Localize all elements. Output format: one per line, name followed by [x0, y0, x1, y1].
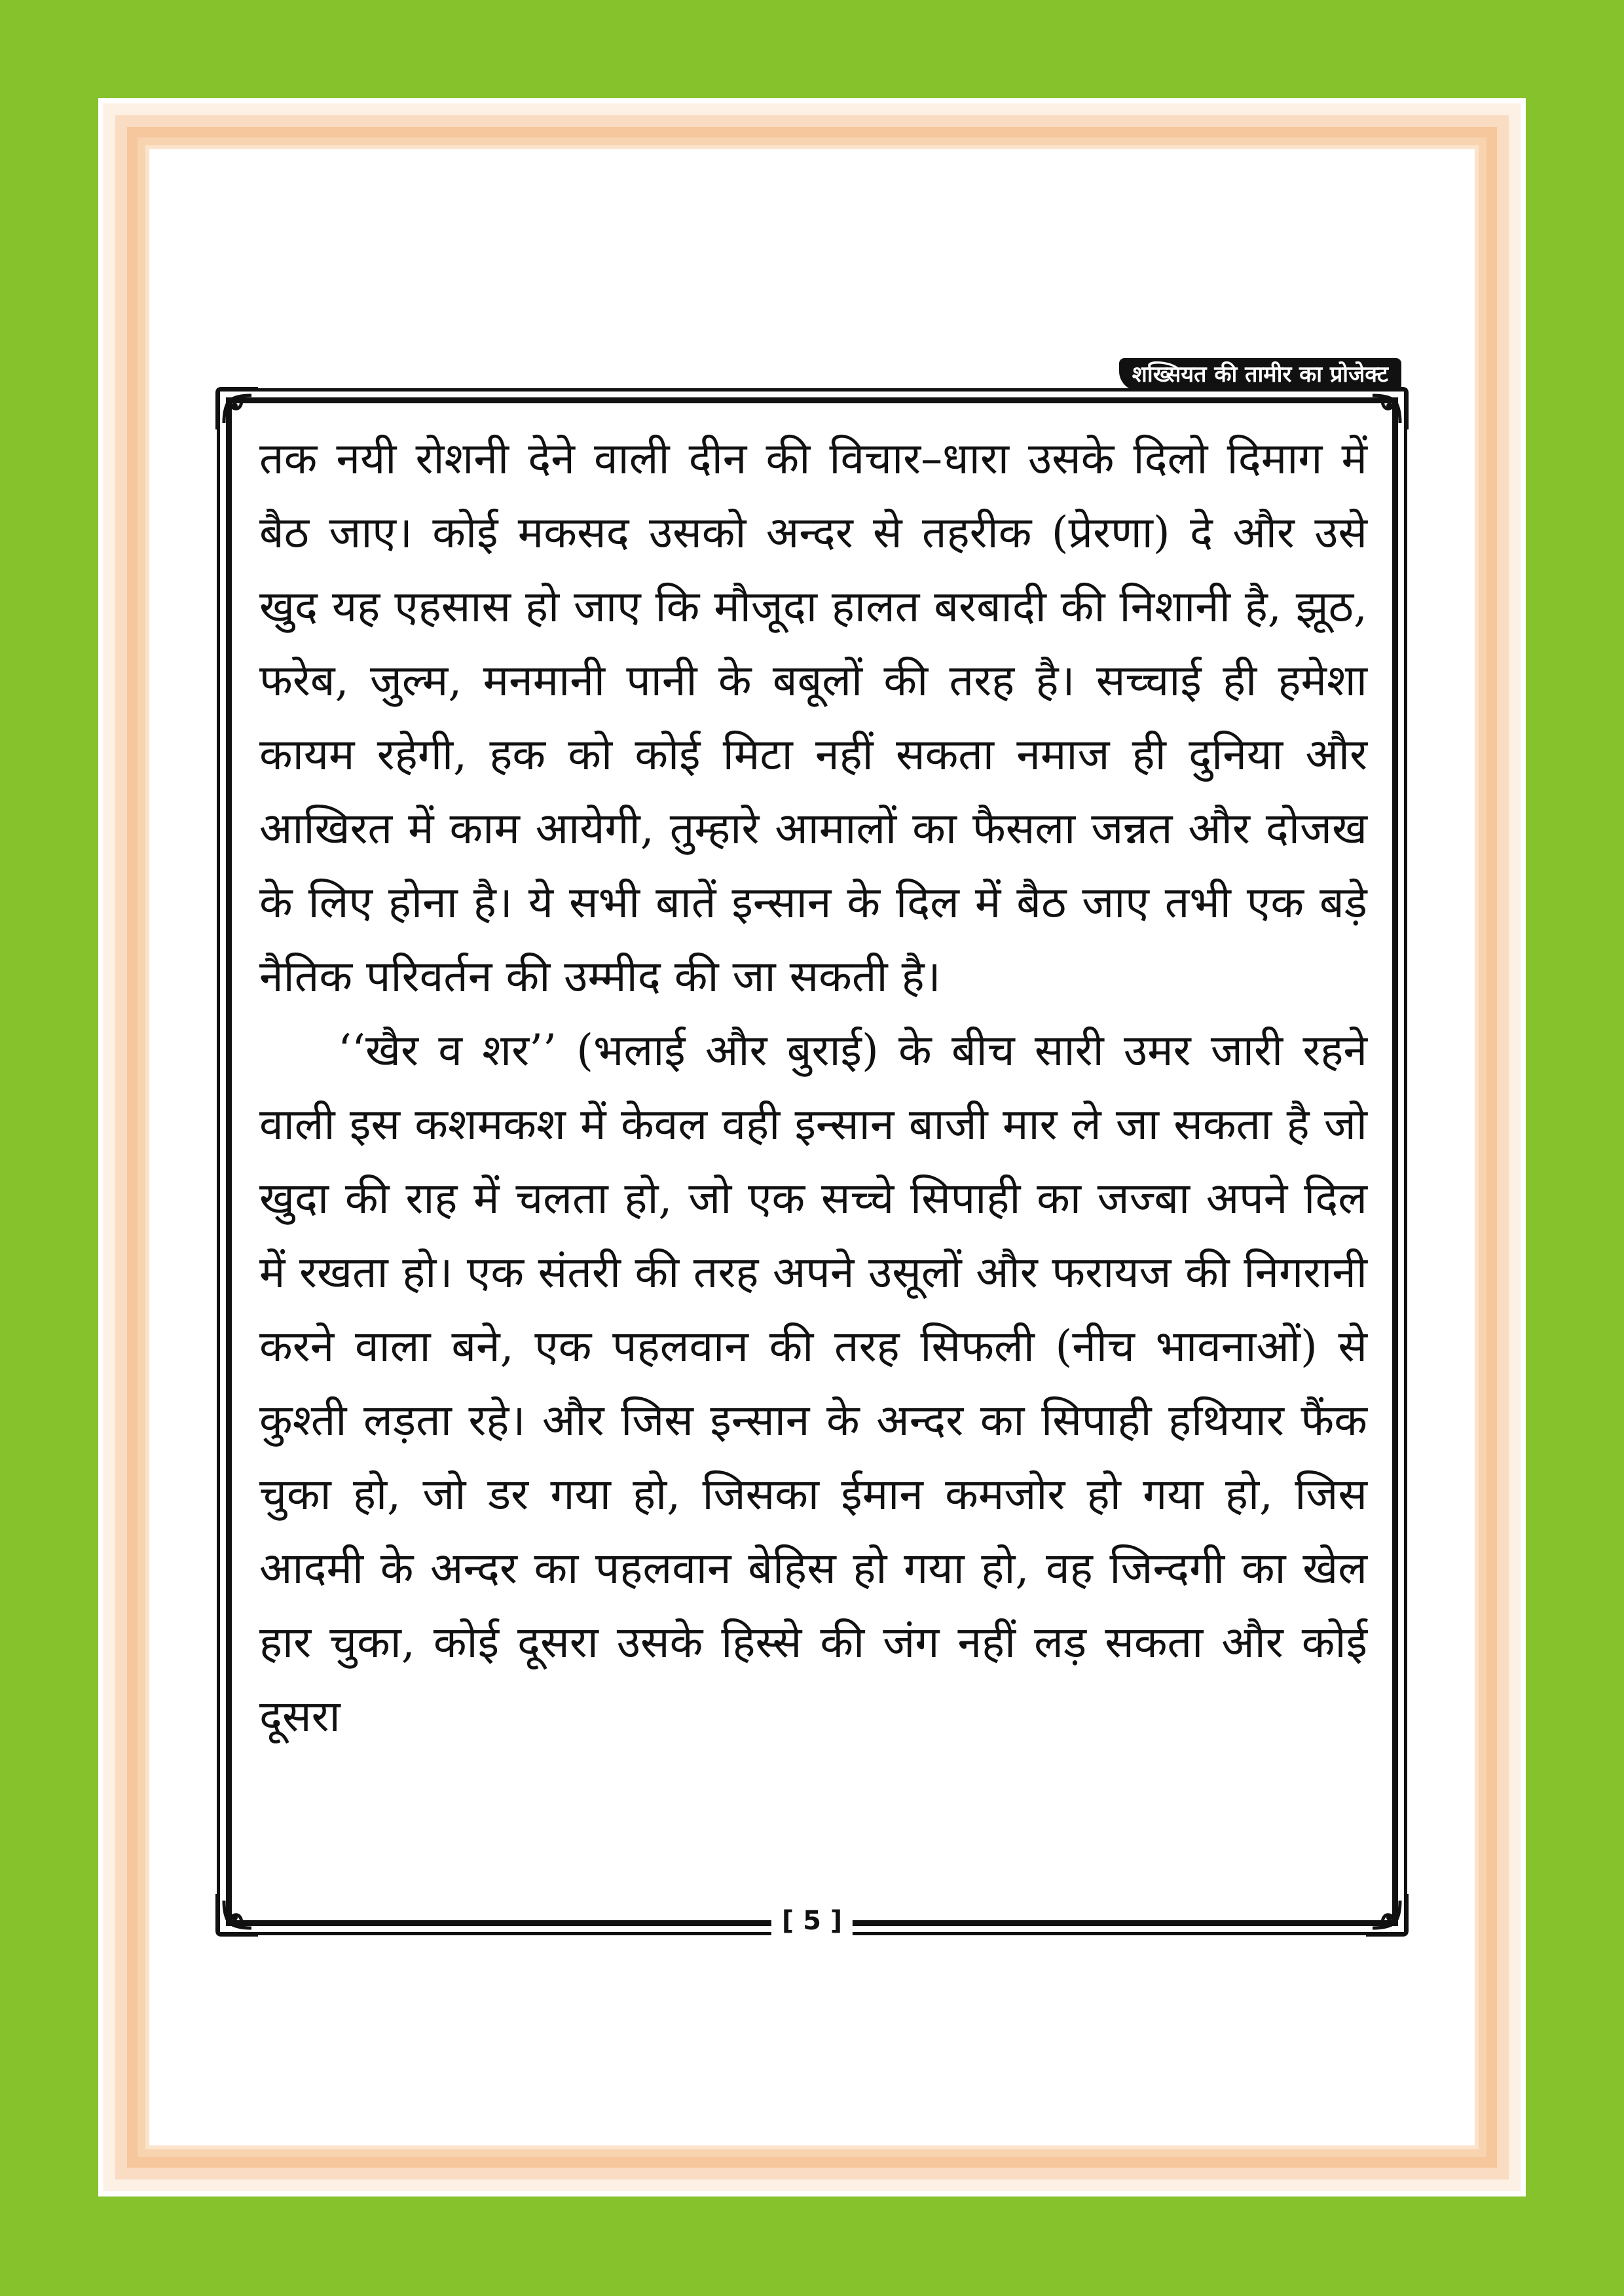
running-header: शख्सियत की तामीर का प्रोजेक्ट [1119, 358, 1401, 391]
ornamental-corner-icon [1363, 386, 1409, 432]
paragraph: तक नयी रोशनी देने वाली दीन की विचार–धारा उसके दिलो दिमाग में बैठ जाए। कोई मकसद उसको अन्दर से तहरीक (प्रेरणा) दे और उसे खुद यह एहसास हो जाए कि मौजूदा हालत बरबादी की निशानी है, झूठ, फरेब, जुल्म, मनमानी पानी के बबूलों की तरह है। सच्चाई ही हमेशा कायम रहेगी, हक को कोई मिटा नहीं सकता नमाज ही दुनिया और आखिरत में काम आयेगी, तुम्हारे आमालों का फैसला जन्नत और दोजख के लिए होना है। ये सभी बातें इन्सान के दिल में बैठ जाए तभी एक बड़े नैतिक परिवर्तन की उम्मीद की जा सकती है। [259, 433, 1367, 1002]
ornamental-corner-icon [215, 1891, 261, 1937]
text-border-frame [226, 397, 1398, 1926]
ornamental-corner-icon [1363, 1891, 1409, 1937]
ornamental-corner-icon [215, 386, 261, 432]
body-text [259, 422, 1367, 1753]
paragraph: ‘‘खैर व शर’’ (भलाई और बुराई) के बीच सारी उमर जारी रहने वाली इस कशमकश में केवल वही इन्सान बाजी मार ले जा सकता है जो खुदा की राह में चलता हो, जो एक सच्चे सिपाही का जज्बा अपने दिल में रखता हो। एक संतरी की तरह अपने उसूलों और फरायज की निगरानी करने वाला बने, एक पहलवान की तरह सिफली (नीच भावनाओं) से कुश्ती लड़ता रहे। और जिस इन्सान के अन्दर का सिपाही हथियार फैंक चुका हो, जो डर गया हो, जिसका ईमान कमजोर हो गया हो, जिस आदमी के अन्दर का पहलवान बेहिस हो गया हो, वह जिन्दगी का खेल हार चुका, कोई दूसरा उसके हिस्से की जंग नहीं लड़ सकता और कोई दूसरा [259, 1025, 1367, 1741]
page-number: [ 5 ] [771, 1904, 853, 1938]
